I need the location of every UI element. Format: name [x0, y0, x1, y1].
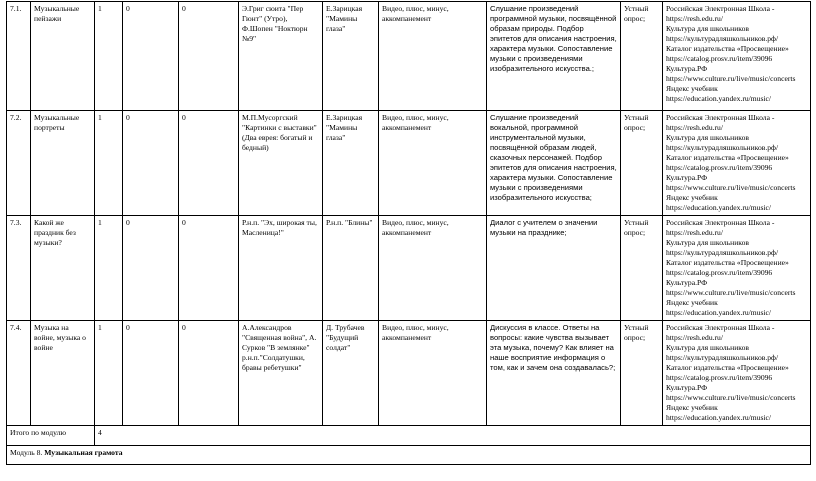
row-topic: Музыкальные пейзажи	[31, 2, 95, 111]
row-listening-repertoire: Э.Григ сюита "Пер Гюнт" (Утро), Ф.Шопен "Ноктюрн №9"	[239, 2, 323, 111]
resource-line: https://catalog.prosv.ru/item/39096	[666, 268, 773, 277]
resource-line: https://resh.edu.ru/	[666, 333, 723, 342]
lesson-plan-table	[6, 1, 811, 465]
row-number: 7.4.	[7, 321, 31, 426]
resource-line: https://catalog.prosv.ru/item/39096	[666, 54, 773, 63]
resource-line: Каталог издательства «Просвещение»	[666, 153, 789, 162]
resource-line: Яндекс учебник	[666, 193, 718, 202]
row-singing-repertoire: Д. Трубачев "Будущий солдат"	[323, 321, 379, 426]
row-activity-type: Видео, плюс, минус, аккомпанемент	[379, 321, 487, 426]
resource-line: https://www.culture.ru/live/music/concerts	[666, 183, 796, 192]
row-activity-description: Слушание произведений вокальной, программной инструментальной музыки, посвящённой образам людей, сказочных персонажей. Подбор эпитетов для описания настроения, характера музыки. Сопоставление музыки с произведениями изобразительного искусства;	[487, 111, 621, 216]
row-control-form: Устный опрос;	[621, 216, 663, 321]
resource-line: https://catalog.prosv.ru/item/39096	[666, 163, 773, 172]
resource-line: Культура.РФ	[666, 173, 708, 182]
row-topic: Какой же праздник без музыки?	[31, 216, 95, 321]
module-heading	[7, 446, 811, 465]
module-prefix: Модуль 8.	[10, 448, 45, 457]
row-hours: 1	[95, 321, 123, 426]
resource-line: Каталог издательства «Просвещение»	[666, 258, 789, 267]
resource-line: Культура.РФ	[666, 64, 708, 73]
row-hours: 1	[95, 2, 123, 111]
resource-line: https://культурадляшкольников.рф/	[666, 248, 779, 257]
row-hours: 1	[95, 216, 123, 321]
row-activity-description: Дискуссия в классе. Ответы на вопросы: какие чувства вызывает эта музыка, почему? Как влияет на наше восприятие информация о том, как и зачем она создавалась?;	[487, 321, 621, 426]
resource-line: https://education.yandex.ru/music/	[666, 308, 772, 317]
resource-line: Культура.РФ	[666, 383, 708, 392]
row-topic: Музыкальные портреты	[31, 111, 95, 216]
resource-line: Российская Электронная Школа -	[666, 323, 775, 332]
row-control-works: 0	[123, 2, 179, 111]
row-listening-repertoire: А.Александров "Священная война", А. Сурков "В землянке" р.н.п."Солдатушки, бравы ребетушки"	[239, 321, 323, 426]
row-topic: Музыка на войне, музыка о войне	[31, 321, 95, 426]
row-activity-description: Диалог с учителем о значении музыки на празднике;	[487, 216, 621, 321]
module-title: Музыкальная грамота	[44, 448, 123, 457]
row-singing-repertoire: Р.н.п. "Блины"	[323, 216, 379, 321]
resource-line: https://культурадляшкольников.рф/	[666, 34, 779, 43]
resource-line: Культура для школьников	[666, 24, 749, 33]
table-row	[7, 111, 811, 216]
row-practical-works: 0	[179, 216, 239, 321]
row-hours: 1	[95, 111, 123, 216]
resource-line: Каталог издательства «Просвещение»	[666, 363, 789, 372]
row-listening-repertoire: М.П.Мусоргский "Картинки с выставки" (Два еврея: богатый и бедный)	[239, 111, 323, 216]
row-activity-type: Видео, плюс, минус, аккомпанемент	[379, 111, 487, 216]
total-row	[7, 426, 811, 446]
resource-line: https://www.culture.ru/live/music/concerts	[666, 288, 796, 297]
resource-line: https://resh.edu.ru/	[666, 228, 723, 237]
resource-line: Яндекс учебник	[666, 84, 718, 93]
row-control-works: 0	[123, 321, 179, 426]
resource-line: Яндекс учебник	[666, 403, 718, 412]
resource-line: Культура.РФ	[666, 278, 708, 287]
row-activity-type: Видео, плюс, минус, аккомпанемент	[379, 2, 487, 111]
table-row	[7, 2, 811, 111]
row-control-form: Устный опрос;	[621, 2, 663, 111]
row-digital-resources	[663, 2, 811, 111]
row-control-works: 0	[123, 216, 179, 321]
row-digital-resources	[663, 216, 811, 321]
module-row	[7, 446, 811, 465]
row-activity-type: Видео, плюс, минус, аккомпанемент	[379, 216, 487, 321]
resource-line: https://catalog.prosv.ru/item/39096	[666, 373, 773, 382]
total-value: 4	[95, 426, 811, 446]
row-digital-resources	[663, 321, 811, 426]
table-row	[7, 216, 811, 321]
resource-line: Российская Электронная Школа -	[666, 218, 775, 227]
resource-line: Культура для школьников	[666, 133, 749, 142]
resource-line: Каталог издательства «Просвещение»	[666, 44, 789, 53]
row-singing-repertoire: Е.Зарицкая "Мамины глаза"	[323, 2, 379, 111]
resource-line: Яндекс учебник	[666, 298, 718, 307]
row-control-form: Устный опрос;	[621, 321, 663, 426]
resource-line: https://resh.edu.ru/	[666, 14, 723, 23]
resource-line: https://education.yandex.ru/music/	[666, 413, 772, 422]
row-practical-works: 0	[179, 321, 239, 426]
resource-line: Российская Электронная Школа -	[666, 113, 775, 122]
row-control-works: 0	[123, 111, 179, 216]
table-row	[7, 321, 811, 426]
row-number: 7.1.	[7, 2, 31, 111]
resource-line: https://культурадляшкольников.рф/	[666, 143, 779, 152]
row-number: 7.2.	[7, 111, 31, 216]
total-label: Итого по модулю	[7, 426, 95, 446]
row-control-form: Устный опрос;	[621, 111, 663, 216]
row-practical-works: 0	[179, 2, 239, 111]
resource-line: Российская Электронная Школа -	[666, 4, 775, 13]
resource-line: https://www.culture.ru/live/music/concerts	[666, 393, 796, 402]
resource-line: https://education.yandex.ru/music/	[666, 203, 772, 212]
row-listening-repertoire: Р.н.п. "Эх, широкая ты, Масленица!"	[239, 216, 323, 321]
row-digital-resources	[663, 111, 811, 216]
resource-line: Культура для школьников	[666, 343, 749, 352]
resource-line: https://resh.edu.ru/	[666, 123, 723, 132]
row-number: 7.3.	[7, 216, 31, 321]
resource-line: https://education.yandex.ru/music/	[666, 94, 772, 103]
resource-line: https://культурадляшкольников.рф/	[666, 353, 779, 362]
resource-line: https://www.culture.ru/live/music/concerts	[666, 74, 796, 83]
resource-line: Культура для школьников	[666, 238, 749, 247]
row-singing-repertoire: Е.Зарицкая "Мамины глаза"	[323, 111, 379, 216]
row-practical-works: 0	[179, 111, 239, 216]
row-activity-description: Слушание произведений программной музыки, посвящённой образам природы. Подбор эпитетов для описания настроения, характера музыки. Сопоставление музыки с произведениями изобразительного искусства.;	[487, 2, 621, 111]
